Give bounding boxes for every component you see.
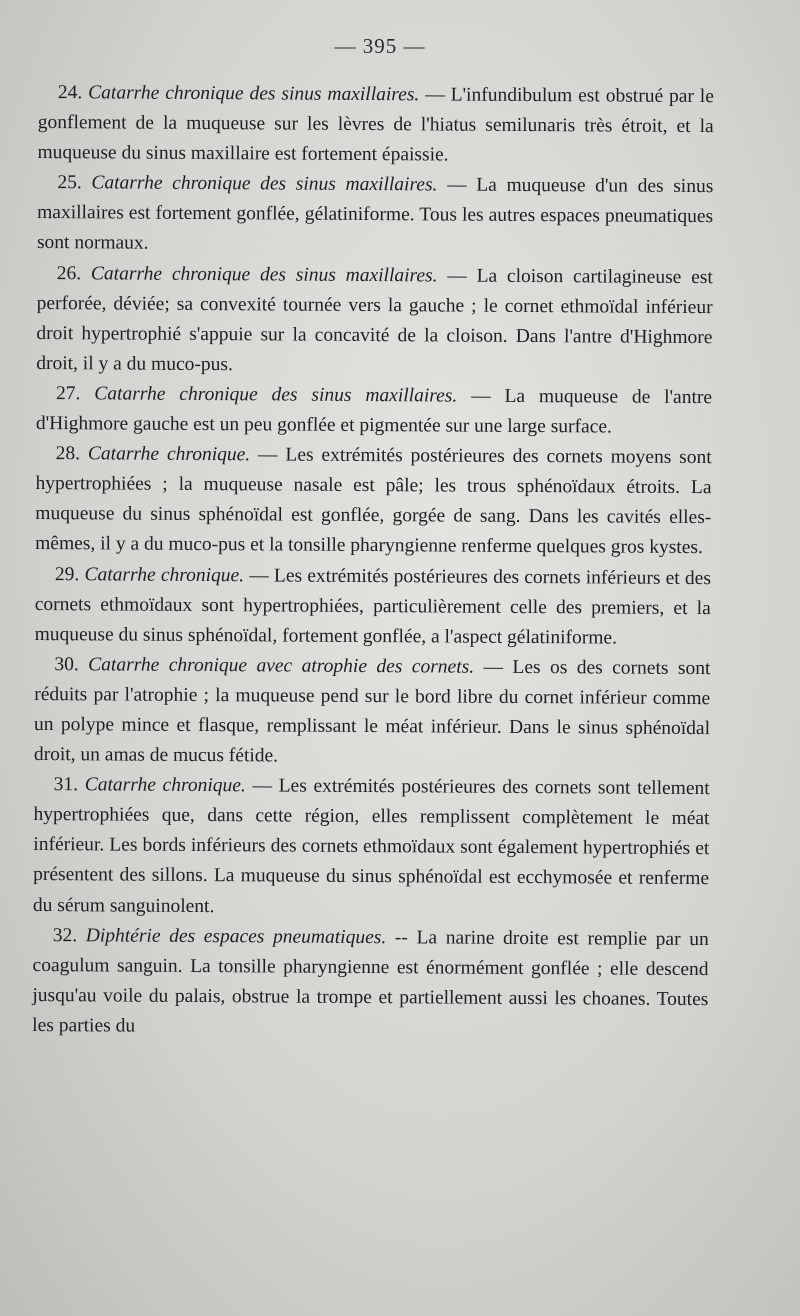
case-entry [32,921,709,1046]
entry-heading: Catarrhe chronique. [84,774,246,797]
entry-heading: Catarrhe chronique des sinus maxillaires. [88,82,420,106]
entry-body: — Les extrémités postérieures des cornets moyens sont hypertrophiées ; la muqueuse nasale est pâle; les trous sphénoïdaux étroits. La muqueuse du sinus sphénoïdal est gonflée, gorgée de sang. Dans les cavités elles-mêmes, il y a du muco-pus et la tonsille pharyngienne renferme quelques gros kystes. [35,444,712,559]
text-body [32,78,714,1045]
case-entry [36,379,712,443]
entry-number: 32. [52,924,78,946]
entry-number: 29. [54,563,80,585]
page-number: — 395 — [334,34,426,58]
entry-heading: Catarrhe chronique. [87,443,251,466]
entry-heading: Catarrhe chronique des sinus maxillaires. [90,262,438,287]
entry-number: 31. [53,774,79,796]
entry-number: 25. [57,172,82,194]
entry-number: 28. [55,443,81,465]
entry-heading: Diphtérie des espaces pneumatiques. [85,924,387,948]
entry-number: 26. [56,262,82,284]
entry-number: 24. [57,82,83,104]
entry-body: — La muqueuse de l'antre d'Highmore gauche est un peu gonflée et pigmentée sur une large surface. [35,385,713,438]
entry-body: — Les extrémités postérieures des cornets inférieurs et des cornets ethmoïdaux sont hypertrophiées, particulièrement celle des premiers, et la muqueuse du sinus sphénoïdal, fortement gonflée, a l'aspect gélatiniforme. [34,564,712,649]
case-entry [35,559,712,653]
entry-body: -- La narine droite est remplie par un coagulum sanguin. La tonsille pharyngienne est énormément gonflée ; elle descend jusqu'au voile du palais, obstrue la trompe et partiellement aussi les choanes. Toutes les parties du [32,926,709,1037]
case-entry [34,650,711,775]
entry-heading: Catarrhe chronique avec atrophie des cornets. [88,654,475,678]
entry-body: — Les extrémités postérieures des cornets sont tellement hypertrophiées que, dans cette région, elles remplissent complètement le méat inférieur. Les bords inférieurs des cornets ethmoïdaux sont également hypertrophiés et présentent des sillons. La muqueuse du sinus sphénoïdal est ecchymosée et renferme du sérum sanguinolent. [32,775,710,917]
case-entry [37,78,714,172]
entry-number: 30. [54,653,79,676]
entry-number: 27. [56,383,81,405]
entry-body: — Les os des cornets sont réduits par l'atrophie ; la muqueuse pend sur le bord libre du cornet inférieur comme un polype mince et flasque, remplissant le méat inférieur. Dans le sinus sphénoïdal droit, un amas de mucus fétide. [33,656,711,767]
entry-heading: Catarrhe chronique. [84,563,245,586]
entry-body: — La cloison cartilagineuse est perforée, déviée; sa convexité tournée vers la gauche ; le cornet ethmoïdal inférieur droit hypertrophié s'appuie sur la concavité de la cloison. Dans l'antre d'Highmore droit, il y a du muco-pus. [36,265,713,376]
entry-heading: Catarrhe chronique des sinus maxillaires. [94,383,458,407]
case-entry [36,259,713,384]
case-entry [33,770,710,925]
entry-heading: Catarrhe chronique des sinus maxillaires. [91,172,438,196]
case-entry [37,168,714,262]
entry-body: — La muqueuse d'un des sinus maxillaires est fortement gonflée, gélatiniforme. Tous les autres espaces pneumatiques sont normaux. [36,174,714,255]
entry-body: — L'infundibulum est obstrué par le gonflement de la muqueuse sur les lèvres de l'hiatus semilunaris très étroit, et la muqueuse du sinus maxillaire est fortement épaissie. [37,84,714,166]
case-entry [35,439,712,564]
